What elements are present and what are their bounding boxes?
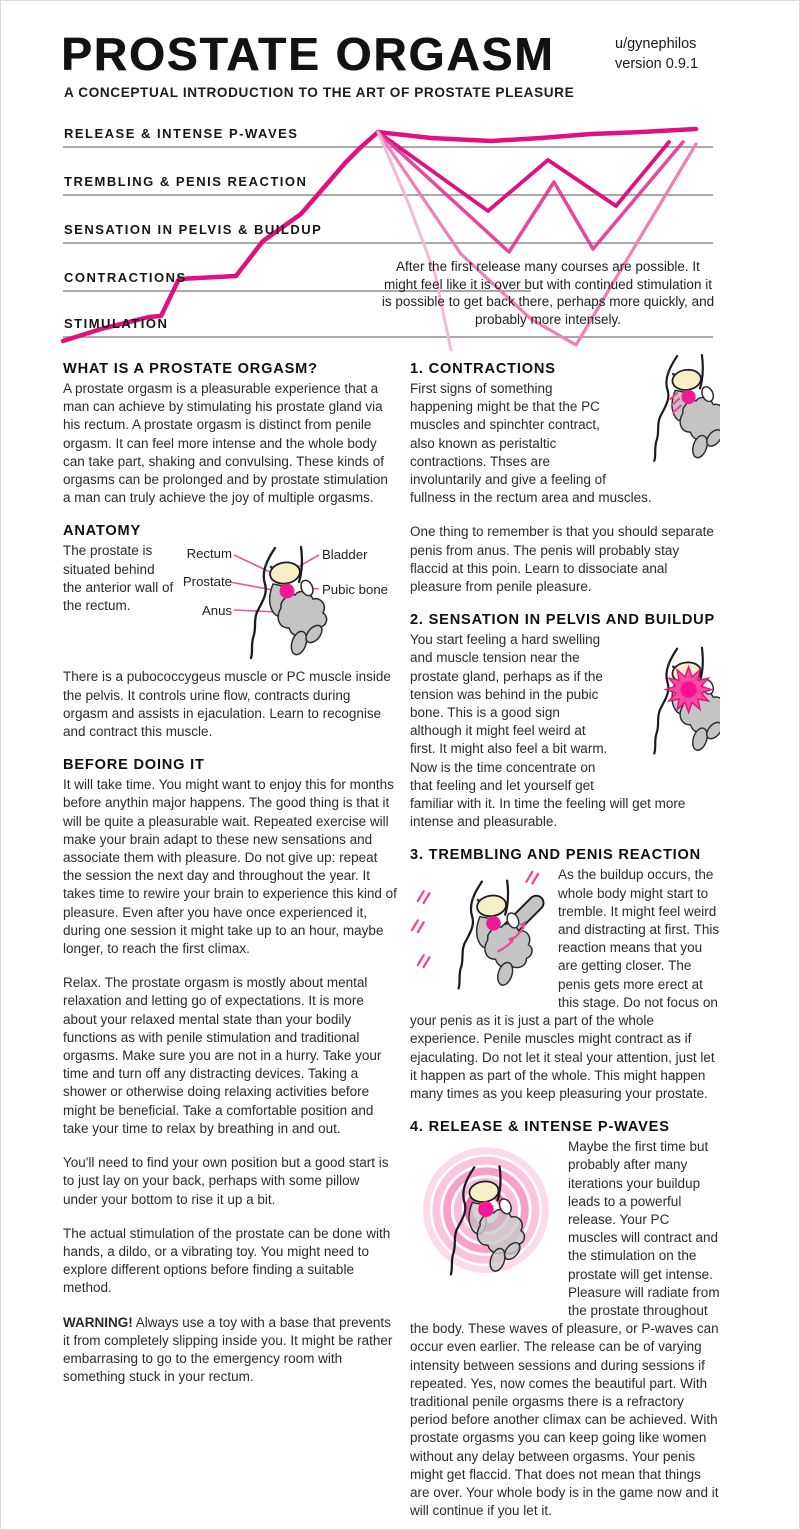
chart-stage-label: TREMBLING & PENIS REACTION	[64, 174, 308, 189]
section-body: As the buildup occurs, the whole body might start to tremble. It might feel weird and distracting at first. This reaction means that you are getting closer. The penis gets more erect at this stage. Do not focus on your penis as it is just a part of the whole experience. Penile muscles might contract as if ejaculating. Do not let it steal your attention, just let it happen as part of the whole. This might happen many times as you keep pleasuring your prostate.	[410, 867, 720, 1101]
anatomy-diagram	[175, 542, 397, 666]
chart-series-dip-course-2	[378, 132, 683, 252]
section-heading: ANATOMY	[63, 523, 142, 540]
author-handle: u/gynephilos	[615, 36, 697, 52]
section-body-2: One thing to remember is that you should separate penis from anus. The penis will probably stay flaccid at this poin. Learn to dissociate anal pleasure from penile pleasure.	[410, 524, 714, 595]
author-credit	[615, 34, 698, 74]
pelvis-erection-figure	[410, 868, 546, 1000]
prostate-dot	[681, 390, 695, 404]
left-column	[63, 361, 397, 1402]
section-trembling	[410, 847, 720, 1119]
trembling-illustration	[410, 868, 546, 1005]
stages-chart	[63, 124, 713, 356]
warning-label: WARNING!	[63, 1314, 133, 1330]
position-paragraph: You'll need to find your own position but a good start is to just lay on your back, perhaps with some pillow under your bottom to rise it up a bit.	[63, 1155, 389, 1207]
section-release	[410, 1119, 720, 1530]
section-body: It will take time. You might want to enjoy this for months before anythin major happens. The good thing is that it will be quite a pleasurable wait. Repeated exercise will make your brain adapt to these new sensations and associate them with pleasure. Do not give up: repeat the session the next day and throughout the year. It takes time to rewire your brain to experience this kind of pleasure. Even after you have once experienced it, during one session it might take up to an hour, maybe longer, to reach the first climax.	[63, 777, 397, 957]
chart-annotation: After the first release many courses are possible. It might feel like it is over but with continued stimulation it is possible to get back there, perhaps more quickly, and probably more intensely.	[381, 259, 715, 327]
chart-stage-label: RELEASE & INTENSE P-WAVES	[64, 126, 299, 141]
label-pubic-bone: Pubic bone	[322, 582, 388, 598]
stimulation-paragraph: The actual stimulation of the prostate can be done with hands, a dildo, or a vibrating toy. You might need to explore different options before finding a suitable method.	[63, 1225, 391, 1296]
anatomy-row	[63, 542, 397, 666]
prostate-dot	[478, 1202, 494, 1218]
chart-stage-label: CONTRACTIONS	[64, 270, 187, 285]
prostate-dot	[486, 917, 501, 932]
section-body: A prostate orgasm is a pleasurable experience that a man can achieve by stimulating his prostate gland via his rectum. A prostate orgasm is distinct from penile orgasm. It can feel more intense and the whole body can take part, shaking and convulsing. These kinds of orgasms can be prolonged and by prostate stimulation a man can truly achieve the joy of multiple orgasms.	[63, 381, 388, 506]
section-heading: 1. CONTRACTIONS	[410, 361, 556, 377]
section-contractions	[410, 361, 720, 612]
label-anus: Anus	[201, 603, 232, 619]
label-prostate: Prostate	[182, 574, 232, 590]
page-title: PROSTATE ORGASM	[61, 28, 555, 80]
pelvis-pwaves-figure	[410, 1140, 556, 1294]
pelvis-contractions-figure	[620, 351, 720, 463]
chart-series-sustained-top-course	[378, 129, 696, 141]
prostate-dot	[680, 682, 696, 698]
warning-body: Always use a toy with a base that prevents it from completely slipping inside you. It might be rather embarrasing to go to the emergency room with something stuck in your rectum.	[63, 1314, 393, 1385]
page-subtitle: A CONCEPTUAL INTRODUCTION TO THE ART OF PROSTATE PLEASURE	[64, 85, 575, 100]
section-heading: WHAT IS A PROSTATE ORGASM?	[63, 361, 318, 377]
section-sensation	[410, 612, 720, 847]
section-heading: 3. TREMBLING AND PENIS REACTION	[410, 847, 702, 864]
section-body: You start feeling a hard swelling and muscle tension near the prostate gland, perhaps as if the tension was behind in the pubic bone. This is a good sign although it might feel weird at first. It might also feel a bit warm. Now is the time concentrate on that feeling and let yourself get familiar with it. In time the feeling will get more intense and pleasurable.	[410, 632, 686, 830]
right-column	[410, 361, 720, 1530]
anatomy-intro: The prostate is situated behind the anterior wall of the rectum.	[63, 543, 174, 614]
label-bladder: Bladder	[322, 547, 368, 563]
section-what-is	[63, 361, 397, 507]
section-heading: 4. RELEASE & INTENSE P-WAVES	[410, 1119, 670, 1136]
label-rectum: Rectum	[186, 546, 232, 562]
warning-paragraph	[63, 1314, 397, 1387]
version-label: version 0.9.1	[615, 56, 699, 72]
prostate-dot	[280, 584, 295, 599]
section-heading: BEFORE DOING IT	[63, 757, 205, 774]
section-body: Maybe the first time but probably after many iterations your buildup leads to a powerful release. Your PC muscles will contract and the stimulation on the prostate will get intense. Pleasure will radiate from the prostate throughout the body. These waves of pleasure, or P-waves can occur even earlier. The release can be of varying intensity between sessions and during sessions if repeated. Yes, now comes the beautiful part. With traditional penile orgasms there is a refractory period before another climax can be achieved. With prostate orgasms you can keep going like women without any delay between orgasms. Your penis might get flaccid. That does not mean that things are over. Your whole body is in the game now and it will continue if you let it.	[410, 1139, 720, 1519]
relax-paragraph: Relax. The prostate orgasm is mostly about mental relaxation and letting go of expectations. It is more about your relaxed mental state than your bodily functions as with penile stimulation and traditional orgasms. Make sure you are not in a hurry. Take your time and turn off any distracting devices. Taking a shower or otherwise doing relaxing activities before might be beneficial. Take a comfortable position and take your time to relax by breathing in and out.	[63, 975, 382, 1136]
section-body: First signs of something happening might be that the PC muscles and spinchter contract, also known as peristaltic contractions. Thses are involuntarily and give a feeling of fullness in the rectum area and muscles.	[410, 381, 652, 506]
anatomy-body: There is a pubococcygeus muscle or PC muscle inside the pelvis. It controls urine flow, contracts during orgasm and assists in ejaculation. Learn to recognise and contract this muscle.	[63, 669, 391, 740]
contractions-illustration	[620, 351, 720, 468]
pelvis-figure	[251, 547, 327, 658]
chart-stage-label: STIMULATION	[64, 316, 169, 331]
section-heading: 2. SENSATION IN PELVIS AND BUILDUP	[410, 612, 716, 629]
section-anatomy	[63, 523, 397, 741]
sensation-illustration	[620, 631, 720, 778]
chart-stage-label: SENSATION IN PELVIS & BUILDUP	[64, 222, 323, 237]
section-before-doing-it	[63, 757, 397, 1386]
release-illustration	[410, 1140, 556, 1299]
pelvis-swelling-figure	[620, 631, 720, 773]
